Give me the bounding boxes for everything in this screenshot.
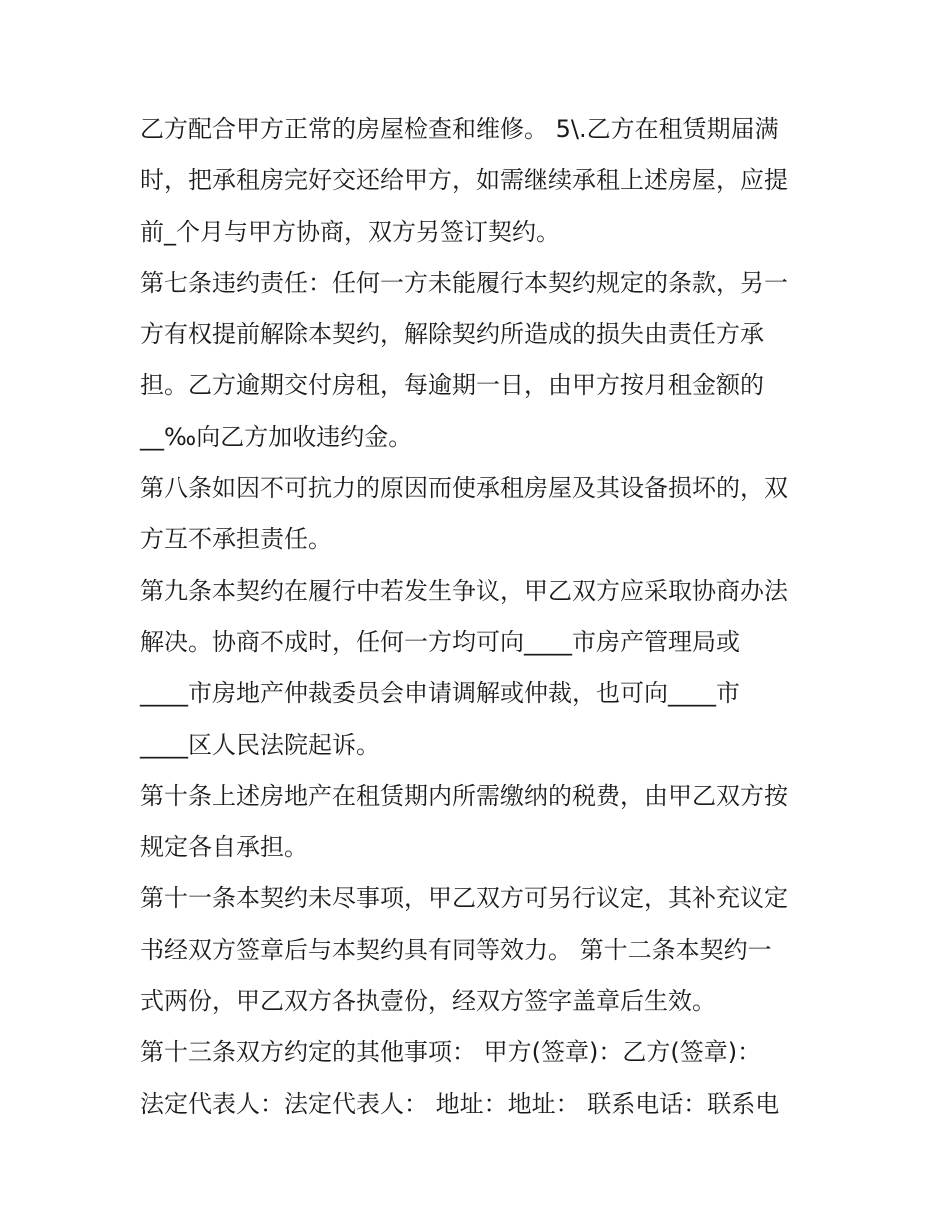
text-line: 解决。协商不成时，任何一方均可向____市房产管理局或	[140, 627, 740, 656]
text-line: 方有权提前解除本契约，解除契约所造成的损失由责任方承	[140, 320, 764, 349]
text-line: ____区人民法院起诉。	[140, 730, 380, 759]
text-line: 法定代表人：法定代表人： 地址：地址： 联系电话：联系电	[140, 1089, 780, 1118]
text-line: 第九条本契约在履行中若发生争议，甲乙双方应采取协商办法	[140, 576, 788, 605]
text-line: 规定各自承担。	[140, 833, 308, 862]
text-line: 式两份，甲乙双方各执壹份，经双方签字盖章后生效。	[140, 987, 716, 1016]
text-line: __‰向乙方加收违约金。	[140, 422, 413, 451]
text-line: 前_个月与甲方协商，双方另签订契约。	[140, 217, 560, 246]
text-line: 第十条上述房地产在租赁期内所需缴纳的税费，由甲乙双方按	[140, 781, 788, 810]
text-line: 第十一条本契约未尽事项，甲乙双方可另行议定，其补充议定	[140, 884, 788, 913]
text-line: 时，把承租房完好交还给甲方，如需继续承租上述房屋，应提	[140, 166, 788, 195]
contract-text	[140, 104, 820, 1130]
text-line: 乙方配合甲方正常的房屋检查和维修。 5\.乙方在租赁期届满	[140, 115, 779, 143]
text-line: 第七条违约责任：任何一方未能履行本契约规定的条款，另一	[140, 268, 788, 297]
text-line: ____市房地产仲裁委员会申请调解或仲裁，也可向____市	[140, 679, 740, 708]
text-line: 书经双方签章后与本契约具有同等效力。 第十二条本契约一	[140, 935, 772, 964]
text-line: 第十三条双方约定的其他事项： 甲方(签章)：乙方(签章)：	[140, 1038, 762, 1067]
text-line: 担。乙方逾期交付房租，每逾期一日，由甲方按月租金额的	[140, 371, 764, 400]
text-line: 方互不承担责任。	[140, 525, 332, 554]
text-line: 第八条如因不可抗力的原因而使承租房屋及其设备损坏的，双	[140, 474, 788, 503]
